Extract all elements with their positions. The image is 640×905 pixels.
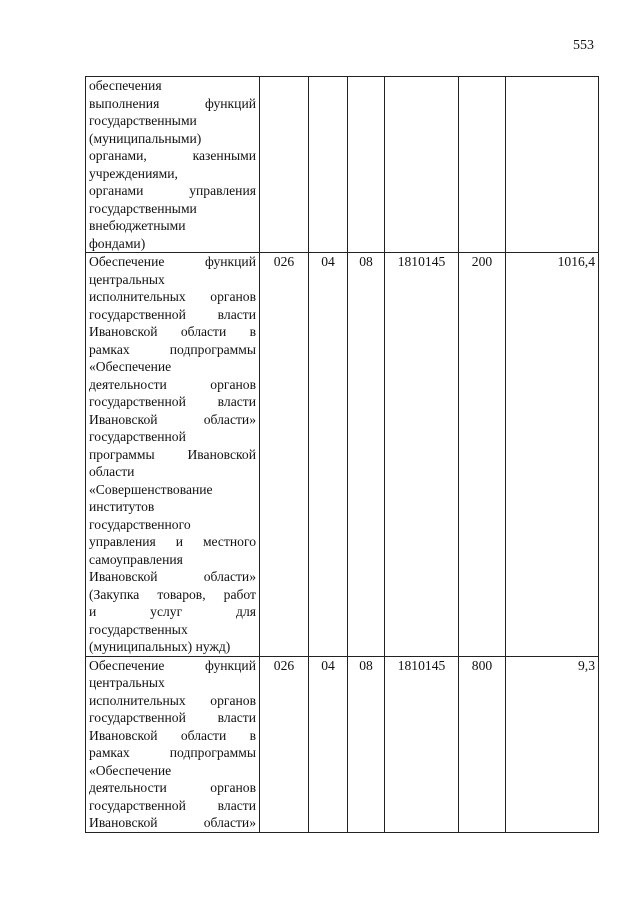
description-line: деятельности органов bbox=[89, 780, 256, 795]
target-article-code: 1810145 bbox=[385, 656, 459, 832]
description-line: органами, казенными bbox=[89, 148, 256, 163]
amount-value: 1016,4 bbox=[506, 253, 599, 657]
description-line: Ивановской области в bbox=[89, 727, 256, 743]
description-line: Ивановской области» bbox=[89, 815, 256, 830]
description-line: (Закупка товаров, работ bbox=[89, 586, 256, 602]
description-line: исполнительных органов bbox=[89, 289, 256, 304]
budget-table-body bbox=[86, 77, 599, 833]
description-line: государственной власти bbox=[89, 710, 256, 725]
description-line: выполнения функций bbox=[89, 95, 256, 111]
subsection-code: 08 bbox=[348, 253, 385, 657]
description-line: программы Ивановской bbox=[89, 446, 256, 462]
description-line: «Совершенствование bbox=[89, 481, 213, 497]
description-line: государственной власти bbox=[89, 797, 256, 813]
description-line: Ивановской области в bbox=[89, 324, 256, 339]
description-line: государственного bbox=[89, 516, 191, 532]
description-line: внебюджетными bbox=[89, 218, 186, 233]
description-line: государственными bbox=[89, 113, 197, 128]
row-description bbox=[86, 253, 260, 657]
description-line: центральных bbox=[89, 675, 165, 690]
section-code bbox=[309, 77, 348, 253]
description-line: органами управления bbox=[89, 183, 256, 198]
row-description bbox=[86, 656, 260, 832]
description-line: государственными bbox=[89, 200, 197, 216]
target-article-code bbox=[385, 77, 459, 253]
description-line: центральных bbox=[89, 271, 165, 287]
description-line: Ивановской области» bbox=[89, 569, 256, 584]
table-row bbox=[86, 253, 599, 657]
description-line: области bbox=[89, 464, 135, 479]
ministry-code: 026 bbox=[260, 656, 309, 832]
description-line: учреждениями, bbox=[89, 165, 178, 181]
section-code: 04 bbox=[309, 656, 348, 832]
subsection-code: 08 bbox=[348, 656, 385, 832]
description-line: рамках подпрограммы bbox=[89, 341, 256, 357]
amount-value bbox=[506, 77, 599, 253]
page-number: 553 bbox=[573, 38, 594, 53]
description-line: государственных bbox=[89, 621, 188, 637]
description-line: (муниципальных) нужд) bbox=[89, 639, 231, 654]
description-line: институтов bbox=[89, 499, 155, 514]
subsection-code bbox=[348, 77, 385, 253]
description-line: (муниципальными) bbox=[89, 130, 202, 146]
description-line: государственной власти bbox=[89, 394, 256, 409]
description-line: «Обеспечение bbox=[89, 762, 172, 778]
table-row bbox=[86, 656, 599, 832]
amount-value: 9,3 bbox=[506, 656, 599, 832]
description-line: Обеспечение функций bbox=[89, 657, 256, 673]
table-row bbox=[86, 77, 599, 253]
description-line: Обеспечение функций bbox=[89, 254, 256, 269]
description-line: обеспечения bbox=[89, 78, 162, 93]
description-line: и услуг для bbox=[89, 604, 256, 619]
description-line: исполнительных органов bbox=[89, 692, 256, 708]
expense-type-code: 200 bbox=[459, 253, 506, 657]
description-line: Ивановской области» bbox=[89, 411, 256, 427]
description-line: деятельности органов bbox=[89, 376, 256, 392]
description-line: фондами) bbox=[89, 235, 146, 251]
expense-type-code bbox=[459, 77, 506, 253]
section-code: 04 bbox=[309, 253, 348, 657]
description-line: государственной bbox=[89, 429, 186, 444]
row-description bbox=[86, 77, 260, 253]
budget-table bbox=[85, 76, 599, 833]
description-line: государственной власти bbox=[89, 306, 256, 322]
target-article-code: 1810145 bbox=[385, 253, 459, 657]
description-line: самоуправления bbox=[89, 551, 183, 567]
ministry-code: 026 bbox=[260, 253, 309, 657]
description-line: «Обеспечение bbox=[89, 359, 172, 374]
expense-type-code: 800 bbox=[459, 656, 506, 832]
description-line: управления и местного bbox=[89, 534, 256, 549]
ministry-code bbox=[260, 77, 309, 253]
description-line: рамках подпрограммы bbox=[89, 745, 256, 760]
